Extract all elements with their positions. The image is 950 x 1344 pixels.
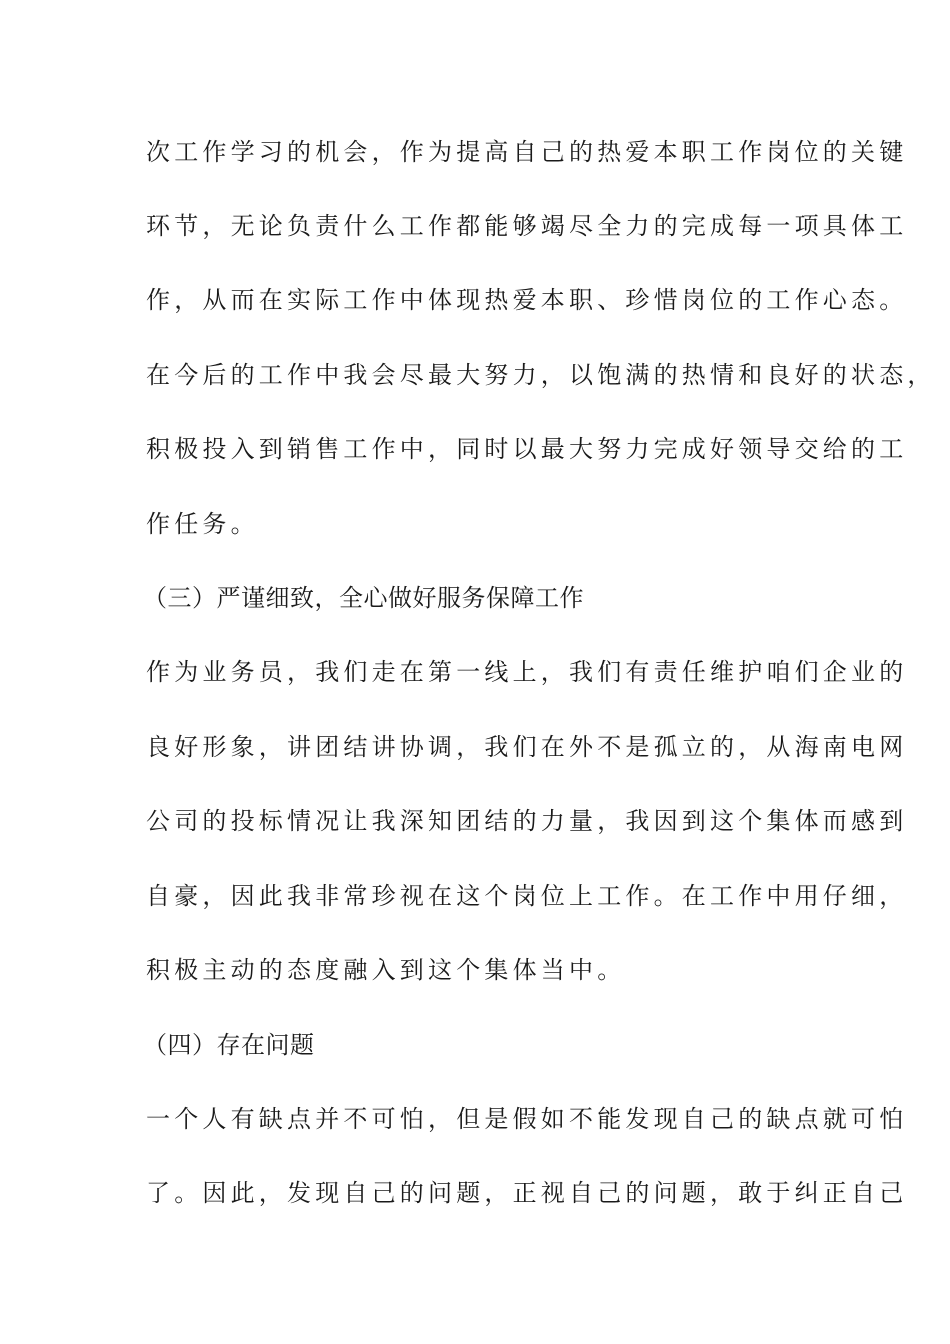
paragraph-line: 一个人有缺点并不可怕，但是假如不能发现自己的缺点就可怕 [146, 1105, 908, 1133]
paragraph-line: 积极主动的态度融入到这个集体当中。 [146, 956, 626, 984]
paragraph-line: 作为业务员，我们走在第一线上，我们有责任维护咱们企业的 [146, 658, 908, 686]
section-heading: （三）严谨细致，全心做好服务保障工作 [143, 584, 584, 612]
paragraph-line: 自豪，因此我非常珍视在这个岗位上工作。在工作中用仔细， [146, 882, 908, 910]
paragraph-line: 次工作学习的机会，作为提高自己的热爱本职工作岗位的关键 [146, 138, 908, 166]
paragraph-line: 环节，无论负责什么工作都能够竭尽全力的完成每一项具体工 [146, 212, 908, 240]
paragraph-line: 了。因此，发现自己的问题，正视自己的问题，敢于纠正自己 [146, 1179, 908, 1207]
paragraph-line: 公司的投标情况让我深知团结的力量，我因到这个集体而感到 [146, 807, 908, 835]
paragraph-line: 积极投入到销售工作中，同时以最大努力完成好领导交给的工 [146, 435, 908, 463]
paragraph-line: 作任务。 [146, 510, 259, 538]
paragraph-line: 良好形象，讲团结讲协调，我们在外不是孤立的，从海南电网 [146, 733, 908, 761]
paragraph-line: 作，从而在实际工作中体现热爱本职、珍惜岗位的工作心态。 [146, 286, 908, 314]
section-heading: （四）存在问题 [143, 1031, 315, 1059]
paragraph-line: 在今后的工作中我会尽最大努力，以饱满的热情和良好的状态， [146, 361, 936, 389]
